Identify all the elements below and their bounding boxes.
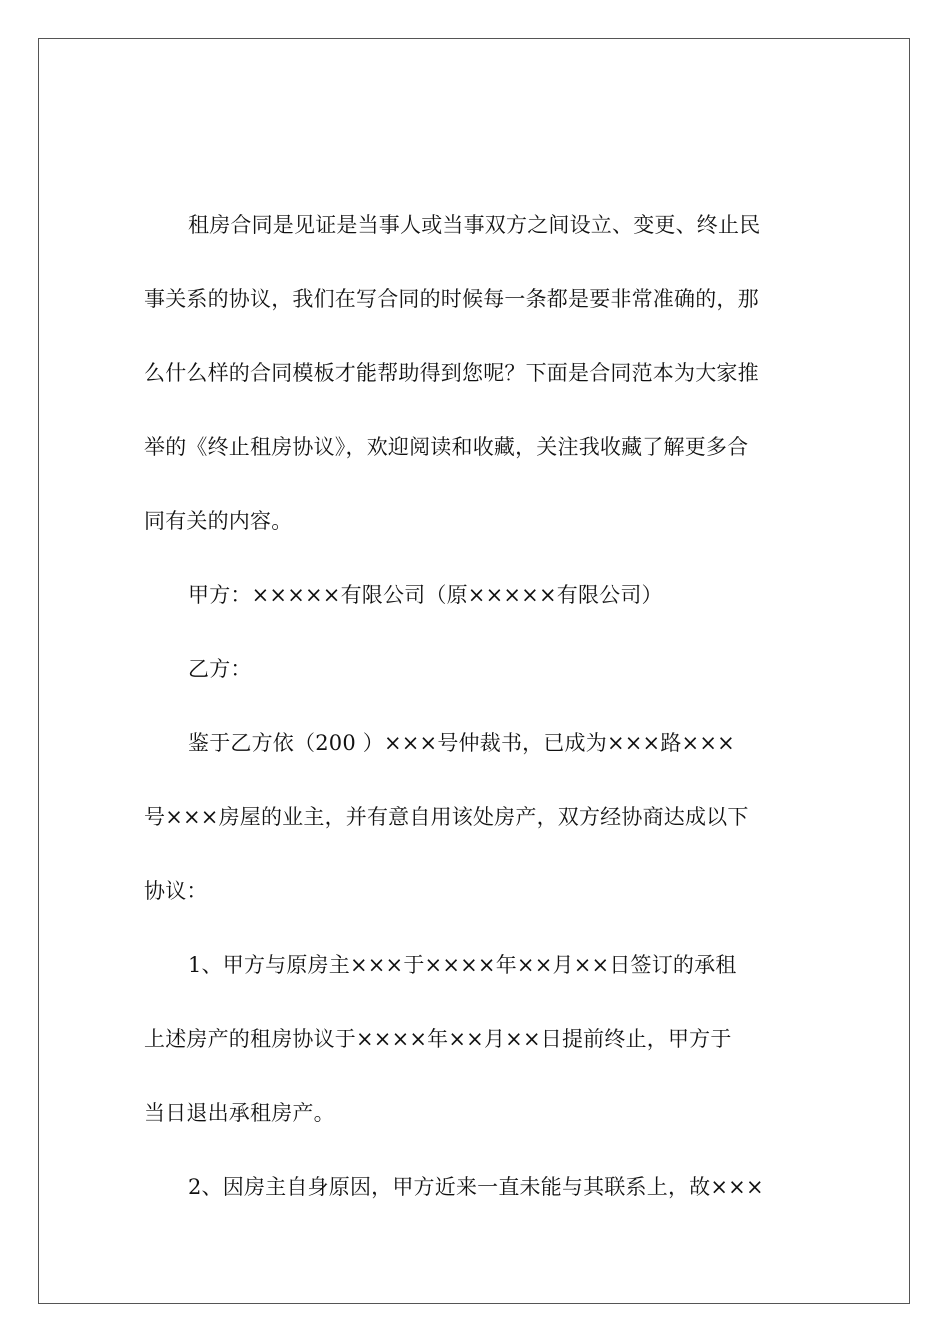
text-line: 协议： [144,879,208,903]
document-body [144,200,809,1236]
text-line: 当日退出承租房产。 [144,1101,335,1125]
text-line: 租房合同是见证是当事人或当事双方之间设立、变更、终止民 [188,213,761,237]
text-line: 举的《终止租房协议》，欢迎阅读和收藏，关注我收藏了解更多合 [144,435,749,459]
text-line: 同有关的内容。 [144,509,293,533]
clause-2-line: 2、因房主自身原因，甲方近来一直未能与其联系上，故××× [188,1175,764,1199]
party-b-line: 乙方： [188,657,252,681]
text-line: 么什么样的合同模板才能帮助得到您呢？下面是合同范本为大家推 [144,361,759,385]
text-line: 号×××房屋的业主，并有意自用该处房产，双方经协商达成以下 [144,805,749,829]
text-line: 上述房产的租房协议于××××年××月××日提前终止，甲方于 [144,1027,732,1051]
text-line: 事关系的协议，我们在写合同的时候每一条都是要非常准确的，那 [144,287,759,311]
clause-1-line: 1、甲方与原房主×××于××××年××月××日签订的承租 [188,953,737,977]
party-a-line: 甲方：×××××有限公司（原×××××有限公司） [188,583,663,607]
text-line: 鉴于乙方依（200 ）×××号仲裁书，已成为×××路××× [188,731,735,755]
